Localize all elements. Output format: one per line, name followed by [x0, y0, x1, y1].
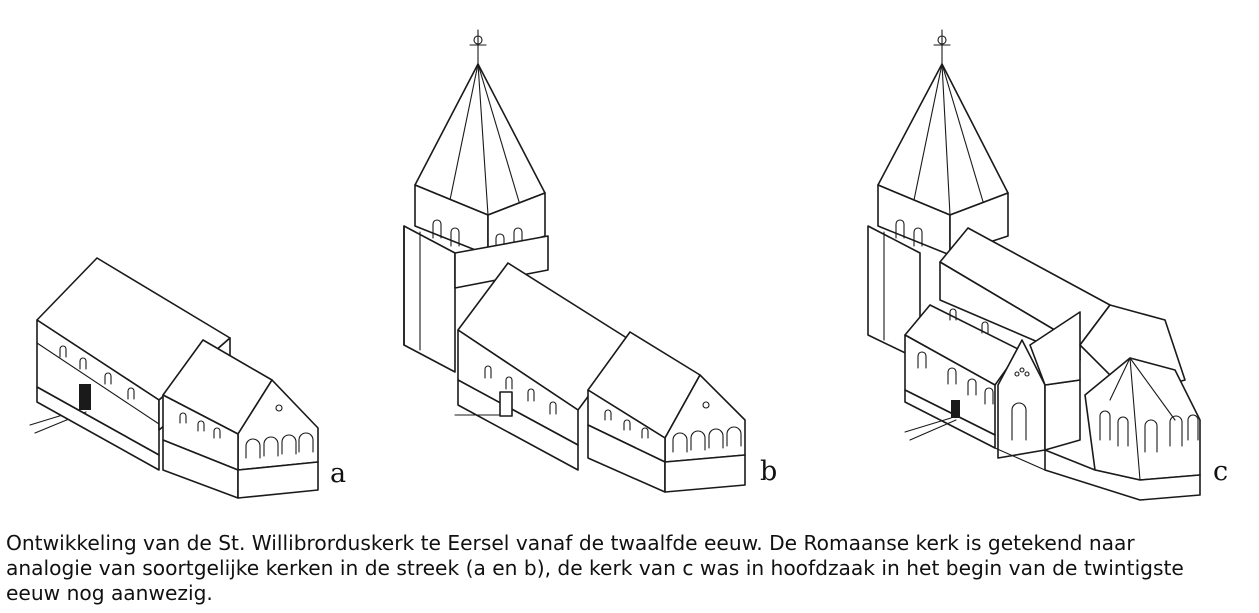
panel-label-b: b — [760, 456, 778, 487]
church-drawing-a — [30, 258, 318, 498]
panel-label-a: a — [330, 458, 347, 489]
church-drawing-c — [868, 30, 1200, 500]
church-drawing-b — [404, 30, 745, 492]
caption-line-1: Ontwikkeling van de St. Willibrorduskerk te Eersel vanaf de twaalfde eeuw. De Romaanse kerk is getekend naar — [6, 531, 1135, 555]
panel-label-c: c — [1213, 456, 1229, 487]
caption-line-3: eeuw nog aanwezig. — [6, 581, 213, 605]
caption-line-2: analogie van soortgelijke kerken in de streek (a en b), de kerk van c was in hoofdzaak in het begin van de twintigste — [6, 556, 1184, 580]
figure-caption — [6, 531, 1256, 606]
